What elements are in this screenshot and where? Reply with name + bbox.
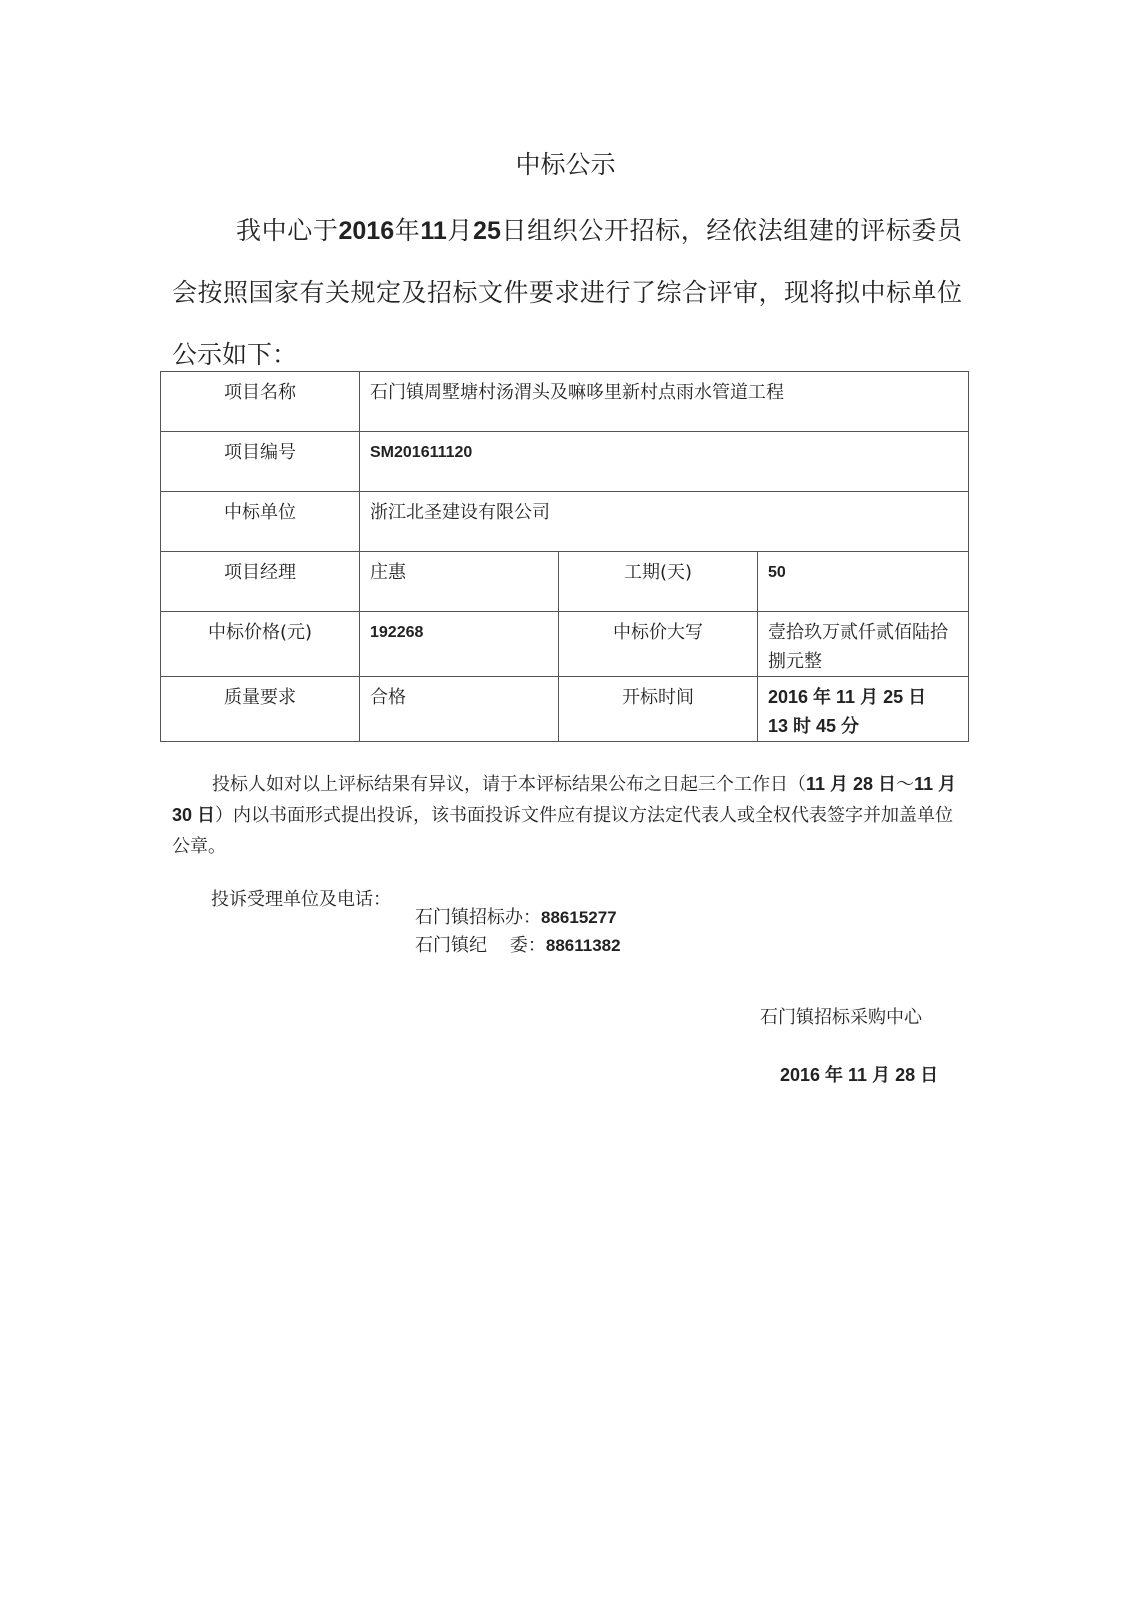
quality-value: 合格 (360, 677, 559, 742)
duration-value: 50 (758, 552, 969, 612)
objection-end-date: 11 月 30 日 (172, 774, 957, 825)
contact-name: 石门镇纪 委： (415, 935, 546, 956)
intro-paragraph (172, 200, 962, 386)
manager-label: 项目经理 (161, 552, 360, 612)
intro-month: 11 (420, 217, 447, 245)
contacts-heading: 投诉受理单位及电话： (211, 889, 391, 910)
intro-text-4: 日组织公开招标，经依法组建的评标委员会按照国家有关规定及招标文件要求进行了综合评审，现将拟中标单位公示如下： (172, 216, 962, 369)
table-row (161, 552, 969, 612)
contact-line (415, 931, 621, 961)
issuer-signature: 石门镇招标采购中心 (760, 1007, 922, 1028)
contact-phone: 88615277 (541, 908, 617, 927)
issue-date: 2016 年 11 月 28 日 (780, 1065, 939, 1085)
bid-result-table (160, 371, 969, 742)
open-time-label: 开标时间 (559, 677, 758, 742)
winner-value: 浙江北圣建设有限公司 (360, 492, 969, 552)
project-no-label: 项目编号 (161, 432, 360, 492)
duration-label: 工期(天) (559, 552, 758, 612)
table-row (161, 432, 969, 492)
contact-phone: 88611382 (545, 936, 621, 955)
project-no-value: SM201611120 (360, 432, 969, 492)
intro-text-2: 年 (394, 216, 421, 245)
objection-text-3: ）内以书面形式提出投诉，该书面投诉文件应有提议方法定代表人或全权代表签字并加盖单位公章。 (172, 805, 954, 857)
table-row (161, 372, 969, 432)
contact-name: 石门镇招标办： (415, 907, 541, 928)
price-label: 中标价格(元) (161, 612, 360, 677)
objection-text-2: ～ (896, 774, 915, 795)
intro-text-1: 我中心于 (236, 216, 339, 245)
project-name-value: 石门镇周墅塘村汤渭头及嘛哆里新村点雨水管道工程 (360, 372, 969, 432)
objection-paragraph (172, 769, 962, 862)
intro-text-3: 月 (446, 216, 474, 245)
objection-start-date: 11 月 28 日 (806, 774, 897, 794)
page-title: 中标公示 (515, 150, 616, 179)
project-name-label: 项目名称 (161, 372, 360, 432)
quality-label: 质量要求 (161, 677, 360, 742)
table-row (161, 677, 969, 742)
manager-value: 庄惠 (360, 552, 559, 612)
table-row (161, 612, 969, 677)
objection-text-1: 投标人如对以上评标结果有异议，请于本评标结果公布之日起三个工作日（ (212, 774, 806, 795)
price-value: 192268 (360, 612, 559, 677)
contact-line (415, 903, 617, 933)
price-upper-label: 中标价大写 (559, 612, 758, 677)
table-row (161, 492, 969, 552)
open-time-date: 2016 年 11 月 25 日 (768, 687, 927, 707)
open-time-value (758, 677, 969, 742)
winner-label: 中标单位 (161, 492, 360, 552)
intro-year: 2016 (338, 217, 395, 245)
price-upper-value: 壹拾玖万贰仟贰佰陆拾捌元整 (758, 612, 969, 677)
open-time-clock: 13 时 45 分 (768, 716, 860, 736)
intro-day: 25 (473, 217, 501, 245)
